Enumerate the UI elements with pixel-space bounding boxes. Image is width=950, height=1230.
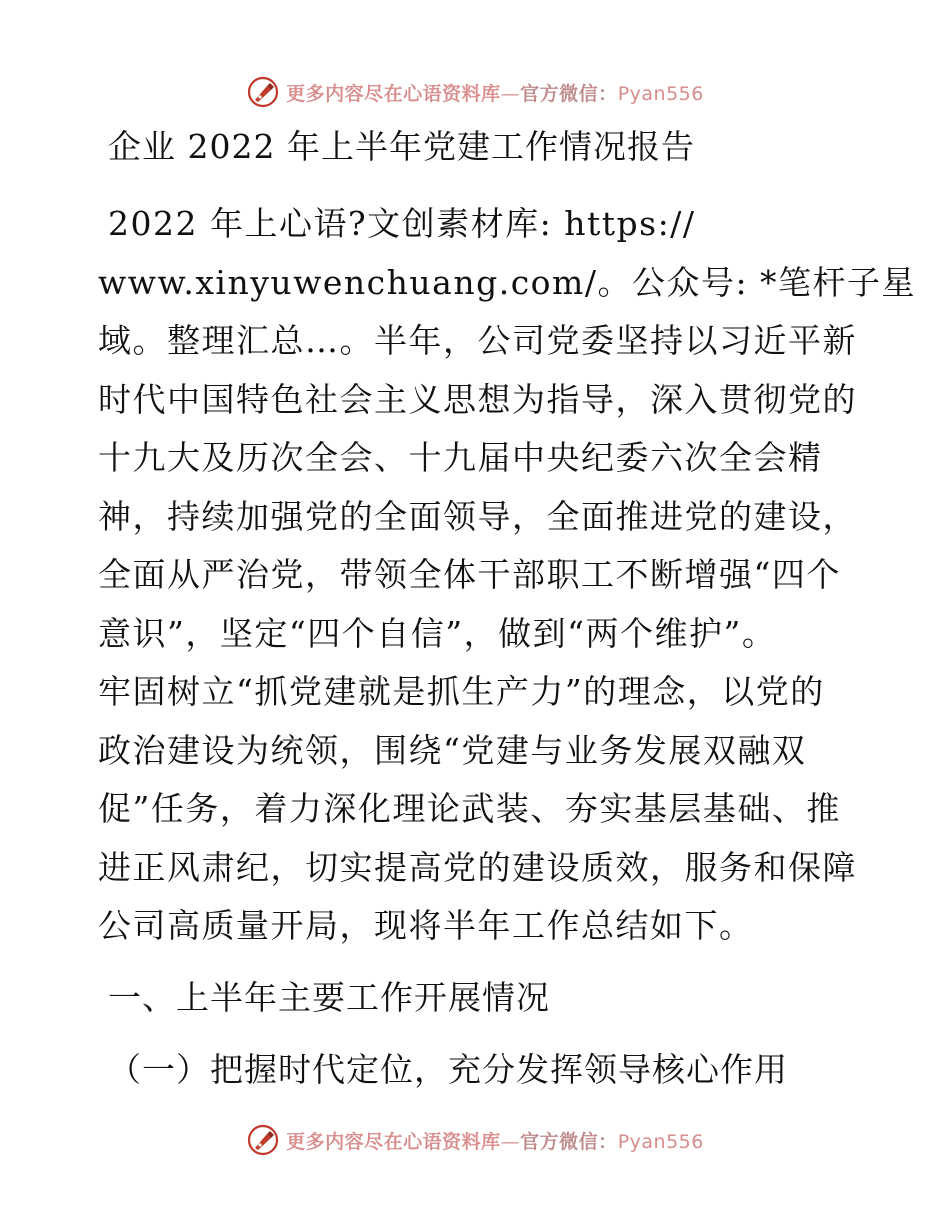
paragraph-line: 进正风肃纪，切实提高党的建设质效，服务和保障 bbox=[98, 847, 857, 887]
paragraph-line: 神，持续加强党的全面领导，全面推进党的建设， bbox=[98, 496, 857, 536]
watermark-brand: 更多内容尽在心语资料库 bbox=[286, 1130, 501, 1153]
body-paragraph bbox=[98, 195, 917, 956]
paragraph-line: 意识”，坚定“四个自信”，做到“两个维护”。 bbox=[98, 613, 777, 653]
paragraph-line: 域。整理汇总…。半年，公司党委坚持以习近平新 bbox=[98, 321, 857, 360]
header-watermark bbox=[0, 72, 950, 112]
paragraph-line: 2022 年上心语?文创素材库: https:// bbox=[108, 204, 696, 243]
paragraph-line: 十九大及历次全会、十九届中央纪委六次全会精 bbox=[98, 438, 823, 477]
watermark-text bbox=[286, 1127, 704, 1154]
footer-watermark bbox=[0, 1120, 950, 1160]
watermark-wechat-id: Pyan556 bbox=[617, 82, 704, 105]
section-heading: 一、上半年主要工作开展情况 bbox=[108, 978, 550, 1017]
paragraph-line: 时代中国特色社会主义思想为指导，深入贯彻党的 bbox=[98, 379, 857, 419]
watermark-separator: — bbox=[500, 1130, 521, 1153]
document-title: 企业 2022 年上半年党建工作情况报告 bbox=[108, 127, 695, 166]
watermark-separator: — bbox=[500, 82, 521, 105]
watermark-official-label: 官方微信： bbox=[520, 1130, 618, 1153]
watermark-brand: 更多内容尽在心语资料库 bbox=[286, 82, 501, 105]
paragraph-line: 政治建设为统领，围绕“党建与业务发展双融双 bbox=[98, 730, 807, 770]
watermark-wechat-id: Pyan556 bbox=[617, 1130, 704, 1153]
pen-nib-logo-icon bbox=[246, 75, 280, 109]
pen-nib-logo-icon bbox=[246, 1123, 280, 1157]
watermark-text bbox=[286, 79, 704, 106]
sub-heading: （一）把握时代定位，充分发挥领导核心作用 bbox=[108, 1050, 788, 1089]
watermark-official-label: 官方微信： bbox=[520, 82, 618, 105]
paragraph-line: 促”任务，着力深化理论武装、夯实基层基础、推 bbox=[98, 789, 841, 828]
paragraph-line: 全面从严治党，带领全体干部职工不断增强“四个 bbox=[98, 555, 841, 594]
paragraph-line: www.xinyuwenchuang.com/。公众号: *笔杆子星 bbox=[98, 262, 917, 302]
paragraph-line: 牢固树立“抓党建就是抓生产力”的理念，以党的 bbox=[98, 672, 825, 711]
paragraph-line: 公司高质量开局，现将半年工作总结如下。 bbox=[98, 906, 754, 945]
